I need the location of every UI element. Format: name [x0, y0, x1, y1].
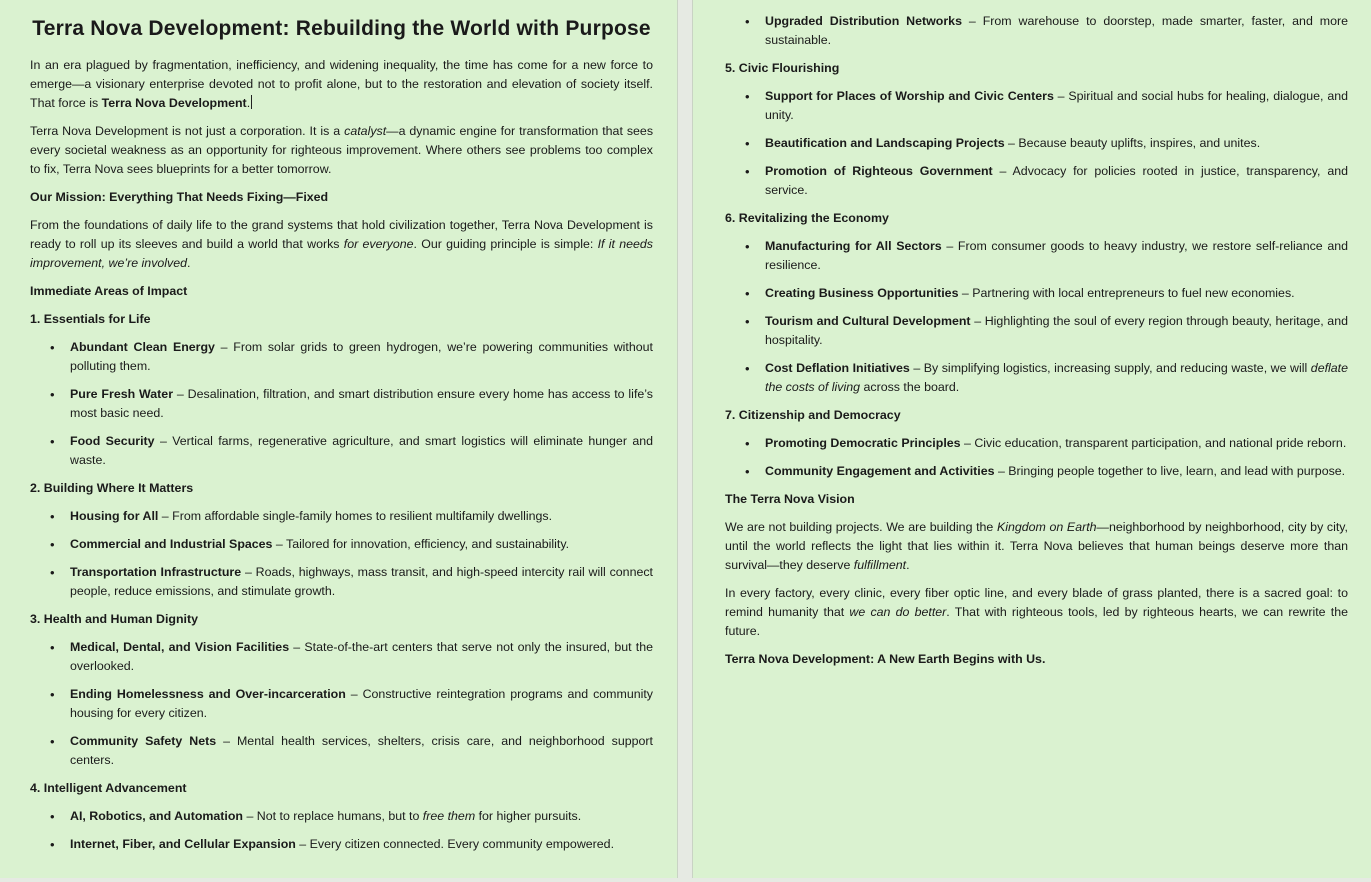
bullet-list	[30, 338, 653, 470]
section-heading[interactable]: 7. Citizenship and Democracy	[725, 408, 901, 422]
section-heading[interactable]: 2. Building Where It Matters	[30, 481, 194, 495]
mission-paragraph[interactable]: From the foundations of daily life to the grand systems that hold civilization together, Terra Nova Development is ready to roll up its sleeves and build a world that works for everyone. Our guiding principle is simple: If it needs improvement, we’re involved.	[30, 218, 653, 270]
list-item[interactable]: • Food Security – Vertical farms, regenerative agriculture, and smart logistics will eliminate hunger and waste.	[70, 432, 653, 470]
list-item[interactable]: • Cost Deflation Initiatives – By simplifying logistics, increasing supply, and reducing waste, we will deflate the costs of living across the board.	[765, 359, 1348, 397]
list-item[interactable]: • Creating Business Opportunities – Partnering with local entrepreneurs to fuel new economies.	[765, 284, 1348, 303]
section-heading[interactable]: 1. Essentials for Life	[30, 312, 151, 326]
list-item[interactable]: • AI, Robotics, and Automation – Not to replace humans, but to free them for higher pursuits.	[70, 807, 653, 826]
list-item[interactable]: • Pure Fresh Water – Desalination, filtration, and smart distribution ensure every home has access to life’s most basic need.	[70, 385, 653, 423]
closing-line[interactable]: Terra Nova Development: A New Earth Begins with Us.	[725, 652, 1046, 666]
list-item[interactable]: • Transportation Infrastructure – Roads, highways, mass transit, and high-speed intercity rail will connect people, reduce emissions, and stimulate growth.	[70, 563, 653, 601]
bullet-list	[725, 12, 1348, 50]
section-heading[interactable]: 5. Civic Flourishing	[725, 61, 840, 75]
document-page-2[interactable]	[692, 0, 1371, 878]
list-item[interactable]: • Manufacturing for All Sectors – From consumer goods to heavy industry, we restore self-reliance and resilience.	[765, 237, 1348, 275]
list-item[interactable]: • Ending Homelessness and Over-incarceration – Constructive reintegration programs and community housing for every citizen.	[70, 685, 653, 723]
list-item[interactable]: • Abundant Clean Energy – From solar grids to green hydrogen, we’re powering communities without polluting them.	[70, 338, 653, 376]
bullet-list	[30, 638, 653, 770]
bullet-list	[725, 237, 1348, 397]
section-heading[interactable]: 6. Revitalizing the Economy	[725, 211, 889, 225]
vision-paragraph[interactable]: We are not building projects. We are building the Kingdom on Earth—neighborhood by neighborhood, city by city, until the world reflects the light that lies within it. Terra Nova believes that human beings deserve more than survival—they deserve fulfillment.	[725, 520, 1349, 572]
text-cursor	[251, 95, 252, 109]
impact-heading[interactable]: Immediate Areas of Impact	[30, 284, 188, 298]
list-item[interactable]: • Medical, Dental, and Vision Facilities – State-of-the-art centers that serve not only the insured, but the overlooked.	[70, 638, 653, 676]
list-item[interactable]: • Tourism and Cultural Development – Highlighting the soul of every region through beauty, heritage, and hospitality.	[765, 312, 1348, 350]
section-heading[interactable]: 4. Intelligent Advancement	[30, 781, 187, 795]
bullet-list	[30, 807, 653, 854]
vision-paragraph[interactable]: In every factory, every clinic, every fiber optic line, and every blade of grass planted, there is a sacred goal: to remind humanity that we can do better. That with righteous tools, led by righteous hearts, we can rewrite the future.	[725, 586, 1348, 638]
list-item[interactable]: • Community Engagement and Activities – Bringing people together to live, learn, and lead with purpose.	[765, 462, 1348, 481]
section-heading[interactable]: 3. Health and Human Dignity	[30, 612, 198, 626]
bullet-list	[725, 87, 1348, 200]
document-page-1[interactable]	[0, 0, 678, 878]
list-item[interactable]: • Beautification and Landscaping Projects – Because beauty uplifts, inspires, and unites.	[765, 134, 1348, 153]
list-item[interactable]: • Internet, Fiber, and Cellular Expansion – Every citizen connected. Every community empowered.	[70, 835, 653, 854]
intro-paragraph[interactable]: In an era plagued by fragmentation, inefficiency, and widening inequality, the time has come for a new force to emerge—a visionary enterprise devoted not to profit alone, but to the restoration and elevation of society itself. That force is Terra Nova Development.	[30, 58, 653, 110]
bullet-list	[30, 507, 653, 601]
list-item[interactable]: • Housing for All – From affordable single-family homes to resilient multifamily dwellings.	[70, 507, 653, 526]
list-item[interactable]: • Support for Places of Worship and Civic Centers – Spiritual and social hubs for healing, dialogue, and unity.	[765, 87, 1348, 125]
list-item[interactable]: • Promotion of Righteous Government – Advocacy for policies rooted in justice, transparency, and service.	[765, 162, 1348, 200]
list-item[interactable]: • Commercial and Industrial Spaces – Tailored for innovation, efficiency, and sustainability.	[70, 535, 653, 554]
document-title: Terra Nova Development: Rebuilding the World with Purpose	[32, 17, 651, 40]
bullet-list	[725, 434, 1348, 481]
vision-heading[interactable]: The Terra Nova Vision	[725, 492, 855, 506]
list-item[interactable]: • Community Safety Nets – Mental health services, shelters, crisis care, and neighborhood support centers.	[70, 732, 653, 770]
mission-heading[interactable]: Our Mission: Everything That Needs Fixing—Fixed	[30, 190, 329, 204]
list-item[interactable]: • Promoting Democratic Principles – Civic education, transparent participation, and national pride reborn.	[765, 434, 1348, 453]
catalyst-paragraph[interactable]: Terra Nova Development is not just a corporation. It is a catalyst—a dynamic engine for transformation that sees every societal weakness as an opportunity for righteous improvement. Where others see problems too complex to fix, Terra Nova sees blueprints for a better tomorrow.	[30, 124, 654, 176]
list-item[interactable]: • Upgraded Distribution Networks – From warehouse to doorstep, made smarter, faster, and more sustainable.	[765, 12, 1348, 50]
